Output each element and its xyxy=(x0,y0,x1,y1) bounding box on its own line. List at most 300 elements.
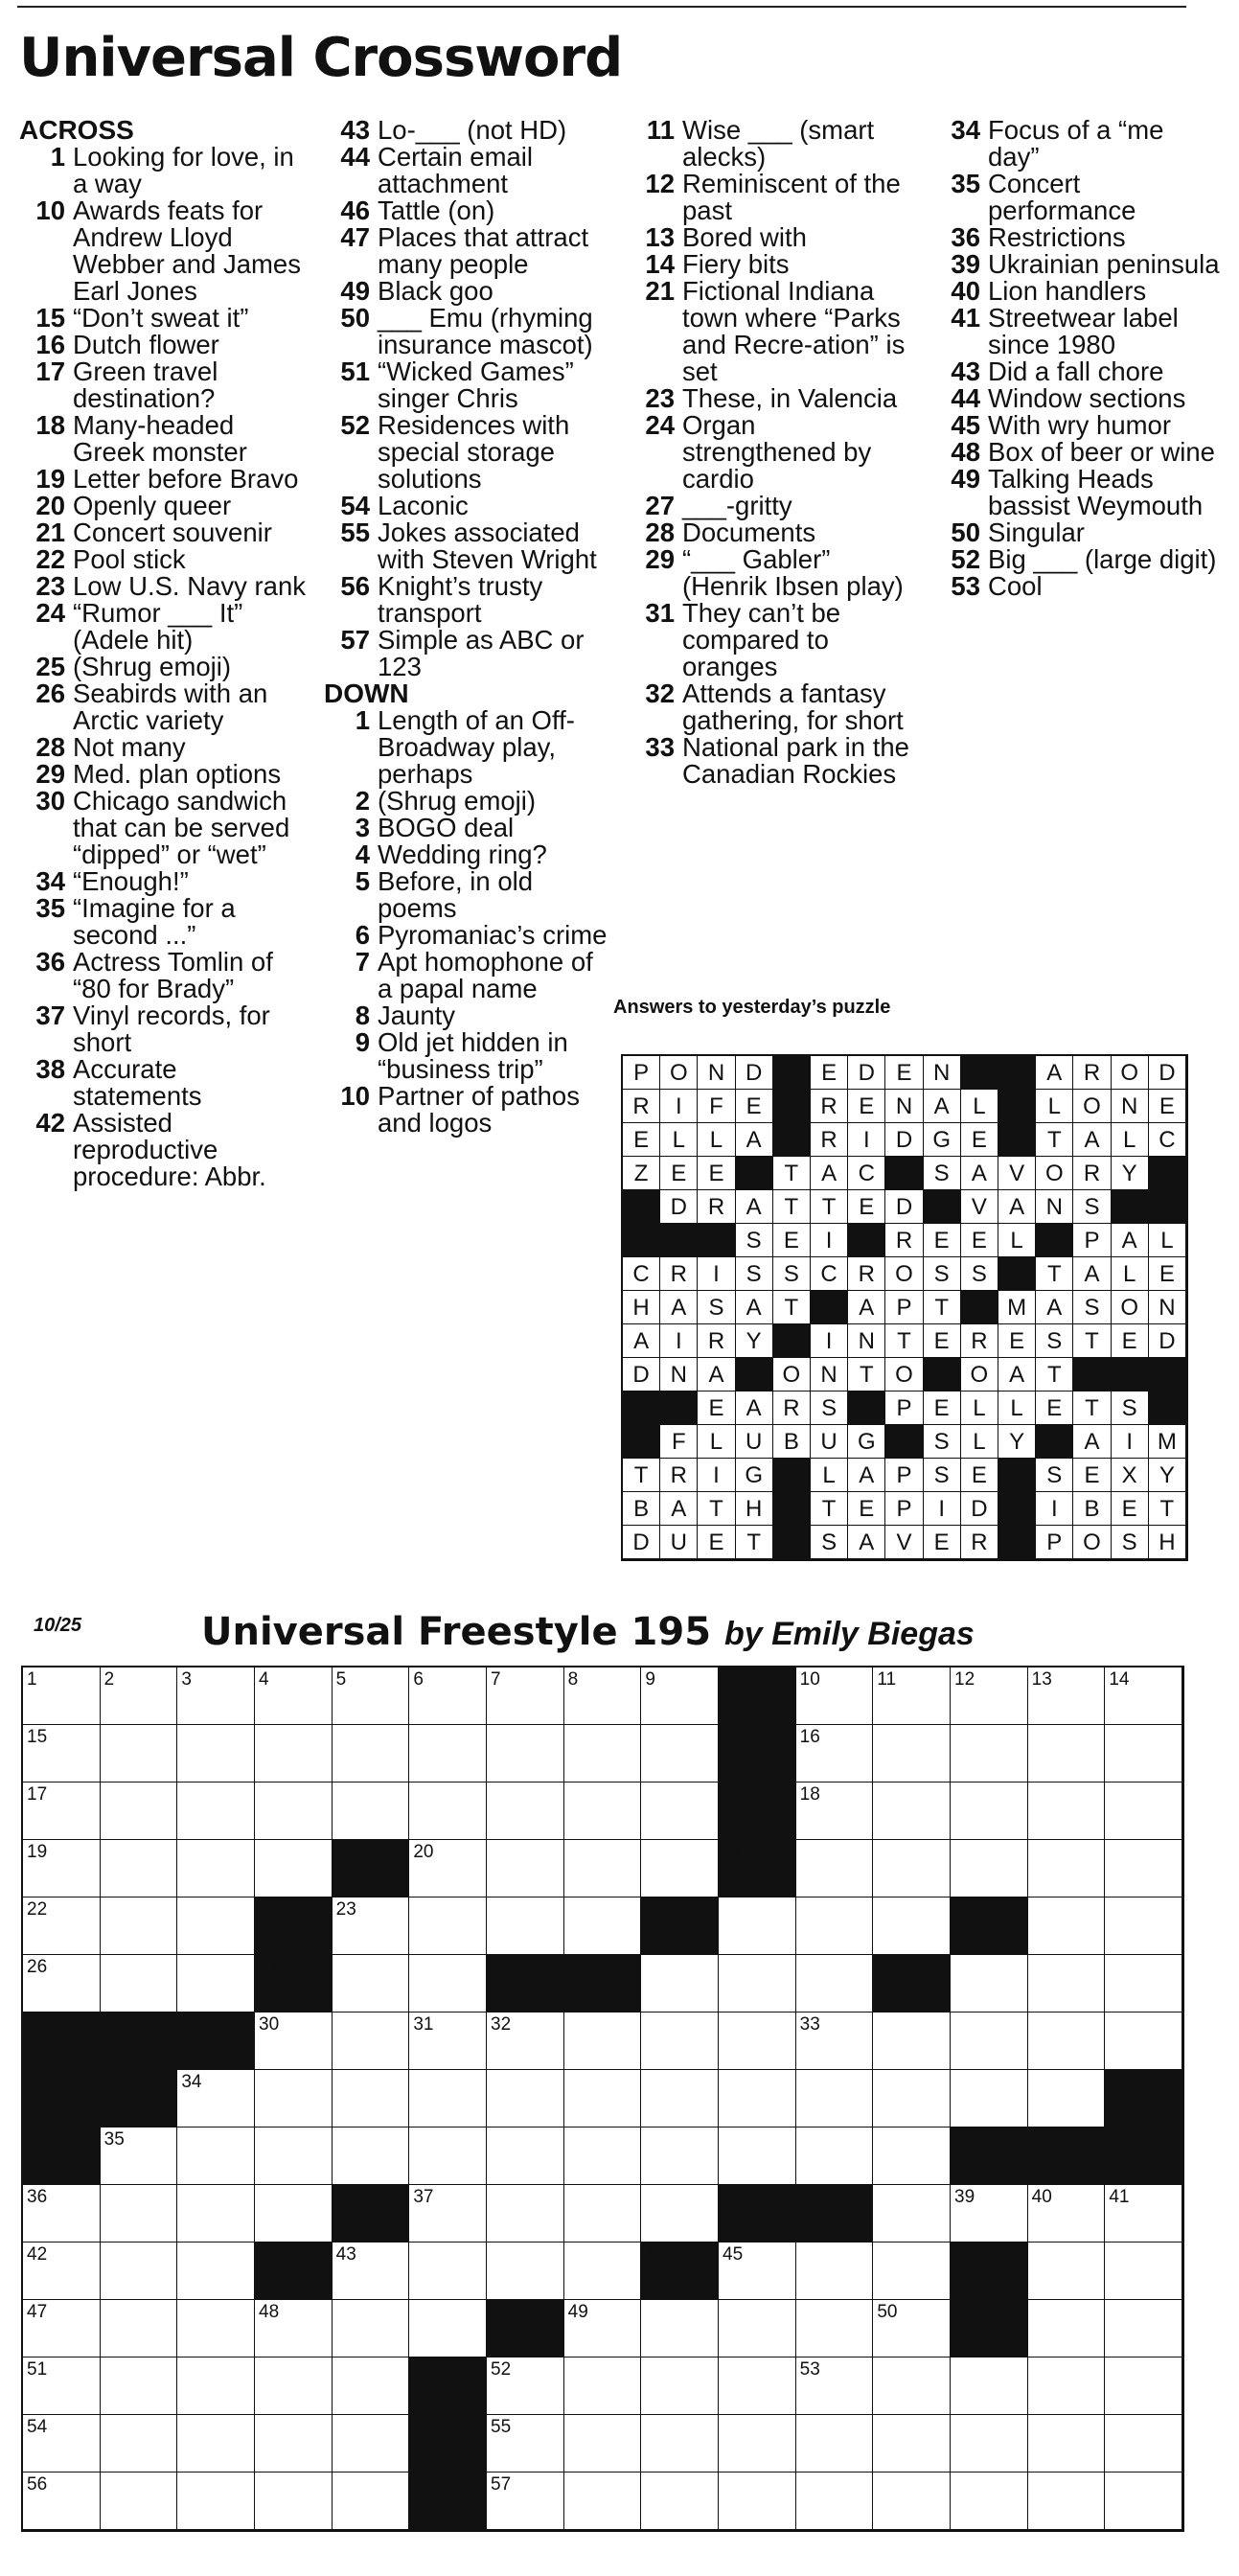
puzzle-cell[interactable] xyxy=(873,2415,951,2472)
puzzle-cell[interactable] xyxy=(951,1955,1028,2012)
puzzle-cell[interactable] xyxy=(101,2128,178,2185)
puzzle-cell[interactable] xyxy=(564,2070,642,2128)
puzzle-cell[interactable] xyxy=(564,1725,642,1782)
puzzle-cell[interactable] xyxy=(409,1668,487,1725)
clue-text: Old jet hidden in “business trip” xyxy=(378,1027,568,1084)
puzzle-cell[interactable] xyxy=(641,2128,719,2185)
puzzle-cell[interactable] xyxy=(101,2415,178,2472)
clue-number: 40 xyxy=(951,276,980,306)
puzzle-cell[interactable] xyxy=(796,2128,874,2185)
puzzle-cell[interactable] xyxy=(1028,1955,1106,2012)
clue-text: With wry humor xyxy=(988,410,1171,440)
puzzle-cell[interactable] xyxy=(641,2070,719,2128)
puzzle-cell[interactable] xyxy=(177,1955,255,2012)
puzzle-cell[interactable] xyxy=(177,2242,255,2300)
clue xyxy=(934,466,1222,519)
puzzle-cell[interactable] xyxy=(873,2358,951,2415)
puzzle-cell[interactable] xyxy=(719,2012,796,2070)
cell-number: 32 xyxy=(491,2014,512,2035)
puzzle-cell[interactable] xyxy=(951,2472,1028,2530)
puzzle-cell[interactable] xyxy=(101,2242,178,2300)
puzzle-cell[interactable] xyxy=(873,2070,951,2128)
answer-cell: S xyxy=(1036,1459,1073,1492)
clue xyxy=(629,680,916,734)
puzzle-cell[interactable] xyxy=(951,2415,1028,2472)
puzzle-cell[interactable] xyxy=(23,1840,101,1898)
puzzle-cell[interactable] xyxy=(873,1898,951,1955)
clue xyxy=(629,278,916,385)
clue xyxy=(324,707,611,788)
clue-text: Organ strengthened by cardio xyxy=(682,410,872,494)
puzzle-cell[interactable] xyxy=(333,2128,410,2185)
puzzle-cell[interactable] xyxy=(796,2472,874,2530)
puzzle-cell[interactable] xyxy=(23,2358,101,2415)
clue-column-2 xyxy=(324,117,611,1137)
clue-text: Focus of a “me day” xyxy=(988,115,1164,172)
puzzle-cell[interactable] xyxy=(333,1898,410,1955)
puzzle-cell[interactable] xyxy=(1028,2358,1106,2415)
cell-number: 23 xyxy=(335,1899,356,1920)
puzzle-cell[interactable] xyxy=(1028,1840,1106,1898)
puzzle-cell[interactable] xyxy=(951,2012,1028,2070)
puzzle-cell[interactable] xyxy=(1028,2012,1106,2070)
puzzle-cell[interactable] xyxy=(177,2472,255,2530)
puzzle-cell[interactable] xyxy=(796,1840,874,1898)
clue-number: 34 xyxy=(35,866,65,896)
answer-cell: O xyxy=(1073,1526,1111,1559)
puzzle-cell[interactable] xyxy=(641,2358,719,2415)
puzzle-cell[interactable] xyxy=(1028,1668,1106,1725)
cell-number: 36 xyxy=(27,2187,48,2207)
puzzle-cell[interactable] xyxy=(641,2012,719,2070)
puzzle-cell[interactable] xyxy=(409,2185,487,2242)
puzzle-cell[interactable] xyxy=(1105,2300,1182,2358)
puzzle-cell[interactable] xyxy=(23,2300,101,2358)
puzzle-cell[interactable] xyxy=(177,2185,255,2242)
answer-cell: E xyxy=(848,1190,885,1224)
clue-number: 31 xyxy=(645,598,675,628)
puzzle-cell[interactable] xyxy=(796,1725,874,1782)
puzzle-cell[interactable] xyxy=(101,2185,178,2242)
clue xyxy=(934,385,1222,412)
answer-cell: E xyxy=(998,1324,1036,1358)
puzzle-cell[interactable] xyxy=(1028,2415,1106,2472)
puzzle-cell[interactable] xyxy=(951,2070,1028,2128)
answer-cell: I xyxy=(660,1090,698,1123)
clue-number: 28 xyxy=(35,732,65,762)
cell-number: 39 xyxy=(954,2187,975,2207)
puzzle-cell[interactable] xyxy=(177,1898,255,1955)
answer-cell: T xyxy=(736,1526,773,1559)
clue-text: Documents xyxy=(682,518,816,547)
puzzle-cell[interactable] xyxy=(409,2012,487,2070)
puzzle-cell[interactable] xyxy=(796,2012,874,2070)
puzzle-black-cell xyxy=(1028,2128,1106,2185)
puzzle-cell[interactable] xyxy=(719,2415,796,2472)
clue xyxy=(934,573,1222,600)
puzzle-cell[interactable] xyxy=(487,1668,564,1725)
clue-number: 24 xyxy=(645,410,675,440)
clue-number: 14 xyxy=(645,249,675,279)
puzzle-cell[interactable] xyxy=(255,2070,333,2128)
puzzle-cell[interactable] xyxy=(487,2012,564,2070)
puzzle-cell[interactable] xyxy=(1028,2300,1106,2358)
puzzle-cell[interactable] xyxy=(1105,2358,1182,2415)
puzzle-cell[interactable] xyxy=(255,2300,333,2358)
answer-cell: N xyxy=(698,1056,735,1090)
puzzle-cell[interactable] xyxy=(409,2128,487,2185)
puzzle-cell[interactable] xyxy=(487,1782,564,1840)
puzzle-cell[interactable] xyxy=(177,2128,255,2185)
puzzle-cell[interactable] xyxy=(796,2358,874,2415)
puzzle-cell[interactable] xyxy=(255,1725,333,1782)
puzzle-cell[interactable] xyxy=(23,1782,101,1840)
puzzle-cell[interactable] xyxy=(796,2242,874,2300)
clue-text: Length of an Off-Broadway play, perhaps xyxy=(378,705,575,789)
cell-number: 49 xyxy=(567,2302,588,2322)
answer-cell: D xyxy=(848,1056,885,1090)
answer-cell: S xyxy=(811,1392,848,1425)
cell-number: 3 xyxy=(181,1669,192,1690)
puzzle-cell[interactable] xyxy=(409,1840,487,1898)
puzzle-cell[interactable] xyxy=(951,2185,1028,2242)
puzzle-cell[interactable] xyxy=(487,2242,564,2300)
puzzle-cell[interactable] xyxy=(333,2300,410,2358)
puzzle-cell[interactable] xyxy=(1105,2415,1182,2472)
clue-text: BOGO deal xyxy=(378,813,515,842)
puzzle-cell[interactable] xyxy=(177,1725,255,1782)
puzzle-cell[interactable] xyxy=(564,2358,642,2415)
puzzle-cell[interactable] xyxy=(1028,2242,1106,2300)
puzzle-cell[interactable] xyxy=(873,1782,951,1840)
puzzle-cell[interactable] xyxy=(564,2128,642,2185)
puzzle-cell[interactable] xyxy=(409,1782,487,1840)
puzzle-cell[interactable] xyxy=(1105,2242,1182,2300)
puzzle-cell[interactable] xyxy=(951,1782,1028,1840)
puzzle-cell[interactable] xyxy=(873,2472,951,2530)
answer-black-cell xyxy=(998,1526,1036,1559)
puzzle-cell[interactable] xyxy=(1028,2185,1106,2242)
puzzle-cell[interactable] xyxy=(1105,1668,1182,1725)
puzzle-cell[interactable] xyxy=(177,1782,255,1840)
puzzle-cell[interactable] xyxy=(796,2300,874,2358)
clue xyxy=(324,117,611,144)
answer-cell: S xyxy=(924,1257,961,1291)
puzzle-cell[interactable] xyxy=(23,2415,101,2472)
puzzle-cell[interactable] xyxy=(873,1668,951,1725)
puzzle-cell[interactable] xyxy=(719,1898,796,1955)
answer-cell: A xyxy=(998,1358,1036,1392)
puzzle-cell[interactable] xyxy=(796,2415,874,2472)
puzzle-cell[interactable] xyxy=(23,1725,101,1782)
answer-cell: F xyxy=(698,1090,735,1123)
puzzle-cell[interactable] xyxy=(641,1725,719,1782)
puzzle-cell[interactable] xyxy=(101,2358,178,2415)
puzzle-black-cell xyxy=(796,2185,874,2242)
puzzle-cell[interactable] xyxy=(333,1668,410,1725)
puzzle-cell[interactable] xyxy=(1105,2012,1182,2070)
puzzle-cell[interactable] xyxy=(177,2300,255,2358)
answer-cell: A xyxy=(811,1157,848,1190)
puzzle-cell[interactable] xyxy=(1105,1955,1182,2012)
puzzle-cell[interactable] xyxy=(951,1840,1028,1898)
puzzle-cell[interactable] xyxy=(564,2242,642,2300)
puzzle-cell[interactable] xyxy=(564,1840,642,1898)
puzzle-cell[interactable] xyxy=(719,2070,796,2128)
puzzle-cell[interactable] xyxy=(1105,1782,1182,1840)
answer-cell: B xyxy=(1073,1492,1111,1526)
puzzle-cell[interactable] xyxy=(641,1782,719,1840)
puzzle-cell[interactable] xyxy=(177,2415,255,2472)
puzzle-black-cell xyxy=(951,2242,1028,2300)
puzzle-cell[interactable] xyxy=(487,1898,564,1955)
answer-cell: L xyxy=(961,1425,998,1459)
clue-number: 7 xyxy=(355,947,370,977)
puzzle-cell[interactable] xyxy=(1105,1840,1182,1898)
puzzle-cell[interactable] xyxy=(255,2185,333,2242)
puzzle-cell[interactable] xyxy=(487,2185,564,2242)
clue-text: Awards feats for Andrew Lloyd Webber and James Earl Jones xyxy=(73,196,301,306)
puzzle-cell[interactable] xyxy=(255,1840,333,1898)
puzzle-cell[interactable] xyxy=(564,2300,642,2358)
puzzle-cell[interactable] xyxy=(641,1955,719,2012)
clue-text: Places that attract many people xyxy=(378,222,589,279)
answer-cell: E xyxy=(1149,1257,1186,1291)
puzzle-cell[interactable] xyxy=(487,2128,564,2185)
puzzle-cell[interactable] xyxy=(1028,2070,1106,2128)
puzzle-cell[interactable] xyxy=(333,1725,410,1782)
answer-cell: R xyxy=(1073,1056,1111,1090)
puzzle-cell[interactable] xyxy=(719,2242,796,2300)
clue-text: Box of beer or wine xyxy=(988,437,1215,467)
puzzle-cell[interactable] xyxy=(23,1955,101,2012)
clue-text: Residences with special storage solutions xyxy=(378,410,570,494)
puzzle-cell[interactable] xyxy=(1028,1782,1106,1840)
puzzle-cell[interactable] xyxy=(177,1668,255,1725)
clue-number: 29 xyxy=(645,544,675,574)
puzzle-cell[interactable] xyxy=(641,2185,719,2242)
clue-number: 45 xyxy=(951,410,980,440)
clue xyxy=(629,171,916,224)
clue-text: National park in the Canadian Rockies xyxy=(682,732,909,789)
answer-cell: A xyxy=(660,1492,698,1526)
puzzle-cell[interactable] xyxy=(873,1840,951,1898)
puzzle-black-cell xyxy=(1105,2070,1182,2128)
puzzle-cell[interactable] xyxy=(1105,1725,1182,1782)
puzzle-cell[interactable] xyxy=(255,1782,333,1840)
puzzle-cell[interactable] xyxy=(1028,1898,1106,1955)
puzzle-cell[interactable] xyxy=(873,1725,951,1782)
puzzle-cell[interactable] xyxy=(333,2242,410,2300)
puzzle-cell[interactable] xyxy=(564,2472,642,2530)
puzzle-cell[interactable] xyxy=(641,2415,719,2472)
puzzle-cell[interactable] xyxy=(255,2012,333,2070)
answer-cell: E xyxy=(660,1157,698,1190)
puzzle-cell[interactable] xyxy=(177,2070,255,2128)
clue-text: Did a fall chore xyxy=(988,356,1164,386)
puzzle-cell[interactable] xyxy=(333,1782,410,1840)
clue xyxy=(324,197,611,224)
puzzle-cell[interactable] xyxy=(101,1668,178,1725)
puzzle-cell[interactable] xyxy=(641,1668,719,1725)
puzzle-cell[interactable] xyxy=(641,1840,719,1898)
puzzle-cell[interactable] xyxy=(796,1782,874,1840)
clue-text: “___ Gabler” (Henrik Ibsen play) xyxy=(682,544,904,601)
clue-number: 21 xyxy=(35,518,65,547)
answer-cell: P xyxy=(885,1291,923,1324)
puzzle-cell[interactable] xyxy=(409,2070,487,2128)
answer-cell: V xyxy=(998,1157,1036,1190)
clue-text: Concert performance xyxy=(988,169,1136,225)
puzzle-cell[interactable] xyxy=(873,2185,951,2242)
puzzle-cell[interactable] xyxy=(333,2415,410,2472)
puzzle-cell[interactable] xyxy=(255,2358,333,2415)
puzzle-cell[interactable] xyxy=(333,2012,410,2070)
cell-number: 19 xyxy=(27,1842,48,1862)
puzzle-cell[interactable] xyxy=(564,1782,642,1840)
answer-cell: G xyxy=(848,1425,885,1459)
puzzle-cell[interactable] xyxy=(564,1668,642,1725)
clue-number: 53 xyxy=(951,571,980,601)
clue-text: Knight’s trusty transport xyxy=(378,571,543,628)
puzzle-cell[interactable] xyxy=(333,2070,410,2128)
puzzle-cell[interactable] xyxy=(177,1840,255,1898)
puzzle-cell[interactable] xyxy=(333,2358,410,2415)
puzzle-cell[interactable] xyxy=(101,1955,178,2012)
puzzle-cell[interactable] xyxy=(409,1955,487,2012)
page-title: Universal Crossword xyxy=(19,27,623,89)
puzzle-cell[interactable] xyxy=(873,2242,951,2300)
clue-number: 39 xyxy=(951,249,980,279)
puzzle-cell[interactable] xyxy=(101,2300,178,2358)
puzzle-cell[interactable] xyxy=(796,2070,874,2128)
clue-text: Looking for love, in a way xyxy=(73,142,294,198)
puzzle-cell[interactable] xyxy=(951,1725,1028,1782)
clue-number: 30 xyxy=(35,786,65,816)
answer-grid xyxy=(621,1054,1188,1561)
clue-text: (Shrug emoji) xyxy=(378,786,537,816)
answer-black-cell xyxy=(848,1392,885,1425)
answer-cell: B xyxy=(773,1425,811,1459)
puzzle-cell[interactable] xyxy=(409,1898,487,1955)
puzzle-cell[interactable] xyxy=(409,2300,487,2358)
puzzle-cell[interactable] xyxy=(719,2358,796,2415)
clue xyxy=(324,493,611,519)
puzzle-cell[interactable] xyxy=(951,2358,1028,2415)
cell-number: 6 xyxy=(413,1669,424,1690)
clue-text: Certain email attachment xyxy=(378,142,534,198)
puzzle-cell[interactable] xyxy=(1105,1898,1182,1955)
puzzle-cell[interactable] xyxy=(487,2415,564,2472)
puzzle-cell[interactable] xyxy=(796,1955,874,2012)
puzzle-cell[interactable] xyxy=(255,2128,333,2185)
answer-black-cell xyxy=(998,1257,1036,1291)
clue-text: Lo-___ (not HD) xyxy=(378,115,567,145)
puzzle-cell[interactable] xyxy=(564,2415,642,2472)
puzzle-cell[interactable] xyxy=(719,2300,796,2358)
answer-cell: L xyxy=(698,1425,735,1459)
puzzle-cell[interactable] xyxy=(23,2242,101,2300)
puzzle-cell[interactable] xyxy=(255,2415,333,2472)
answer-cell: C xyxy=(623,1257,660,1291)
puzzle-cell[interactable] xyxy=(796,1898,874,1955)
puzzle-cell[interactable] xyxy=(873,2012,951,2070)
cell-number: 16 xyxy=(799,1727,820,1747)
puzzle-cell[interactable] xyxy=(1028,1725,1106,1782)
puzzle-cell[interactable] xyxy=(564,1898,642,1955)
puzzle-cell[interactable] xyxy=(101,1725,178,1782)
puzzle-cell[interactable] xyxy=(409,2242,487,2300)
answer-cell: E xyxy=(961,1123,998,1157)
puzzle-black-cell xyxy=(23,2012,101,2070)
clue xyxy=(324,788,611,815)
puzzle-cell[interactable] xyxy=(23,1668,101,1725)
puzzle-cell[interactable] xyxy=(255,1668,333,1725)
clue-number: 2 xyxy=(355,786,370,816)
puzzle-cell[interactable] xyxy=(1105,2185,1182,2242)
puzzle-cell[interactable] xyxy=(951,1668,1028,1725)
puzzle-cell[interactable] xyxy=(23,1898,101,1955)
puzzle-cell[interactable] xyxy=(873,2128,951,2185)
puzzle-cell[interactable] xyxy=(487,1725,564,1782)
puzzle-cell[interactable] xyxy=(719,1955,796,2012)
puzzle-cell[interactable] xyxy=(23,2185,101,2242)
puzzle-cell[interactable] xyxy=(409,1725,487,1782)
puzzle-cell[interactable] xyxy=(487,2358,564,2415)
puzzle-cell[interactable] xyxy=(333,1955,410,2012)
clue xyxy=(19,546,307,573)
clue xyxy=(934,117,1222,171)
puzzle-cell[interactable] xyxy=(719,2472,796,2530)
puzzle-cell[interactable] xyxy=(101,2472,178,2530)
answer-black-cell xyxy=(773,1459,811,1492)
puzzle-cell[interactable] xyxy=(101,1782,178,1840)
clue xyxy=(629,493,916,519)
answer-cell: L xyxy=(1112,1123,1149,1157)
puzzle-cell[interactable] xyxy=(177,2358,255,2415)
puzzle-cell[interactable] xyxy=(796,1668,874,1725)
puzzle-cell[interactable] xyxy=(564,2012,642,2070)
answer-cell: E xyxy=(1073,1459,1111,1492)
puzzle-cell[interactable] xyxy=(101,1840,178,1898)
puzzle-cell[interactable] xyxy=(719,2128,796,2185)
clue-text: Singular xyxy=(988,518,1085,547)
clue-text: (Shrug emoji) xyxy=(73,652,232,681)
puzzle-black-cell xyxy=(1105,2128,1182,2185)
clue-text: Big ___ (large digit) xyxy=(988,544,1217,574)
puzzle-cell[interactable] xyxy=(487,2472,564,2530)
puzzle-cell[interactable] xyxy=(487,2070,564,2128)
clue xyxy=(19,868,307,895)
puzzle-cell[interactable] xyxy=(101,1898,178,1955)
puzzle-cell[interactable] xyxy=(23,2472,101,2530)
puzzle-cell[interactable] xyxy=(641,2300,719,2358)
answer-cell: V xyxy=(961,1190,998,1224)
puzzle-cell[interactable] xyxy=(564,2185,642,2242)
answer-cell: L xyxy=(1112,1257,1149,1291)
puzzle-cell[interactable] xyxy=(333,2472,410,2530)
puzzle-cell[interactable] xyxy=(1028,2472,1106,2530)
answer-cell: T xyxy=(811,1492,848,1526)
puzzle-cell[interactable] xyxy=(1105,2472,1182,2530)
cell-number: 31 xyxy=(413,2014,434,2035)
puzzle-cell[interactable] xyxy=(641,2472,719,2530)
answer-cell: A xyxy=(848,1291,885,1324)
answer-cell: I xyxy=(1112,1425,1149,1459)
puzzle-cell[interactable] xyxy=(255,2472,333,2530)
puzzle-cell[interactable] xyxy=(873,2300,951,2358)
puzzle-cell[interactable] xyxy=(487,1840,564,1898)
